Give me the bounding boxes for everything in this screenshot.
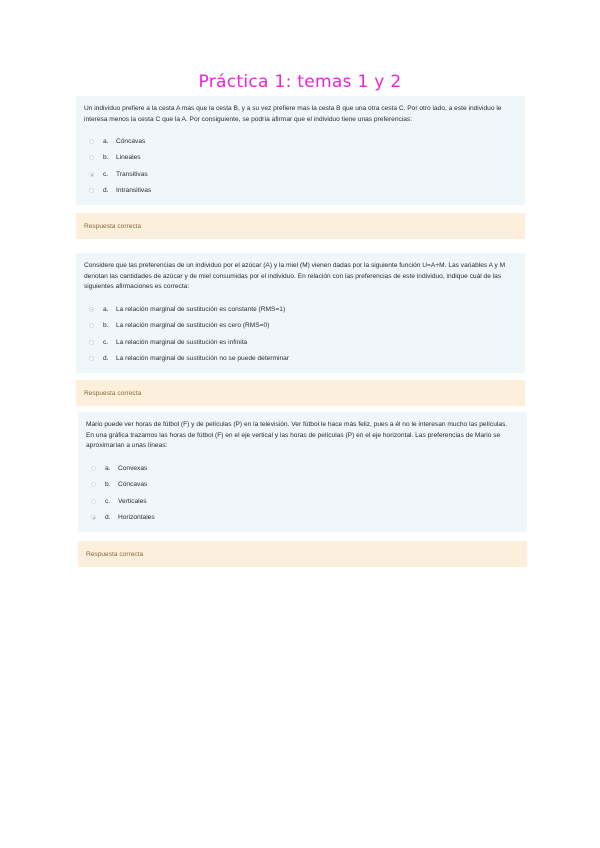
option-c[interactable] [86,493,517,510]
option-b[interactable] [84,317,515,334]
option-d[interactable] [84,183,515,200]
radio-button[interactable] [91,482,96,487]
option-label: Intransitivas [116,187,152,195]
option-label: Lineales [116,154,141,162]
option-letter: d. [105,514,111,522]
option-letter: d. [103,355,109,363]
option-label: Horizontales [118,514,155,522]
radio-button-selected[interactable] [91,515,96,520]
option-letter: c. [103,170,109,178]
question-text: Considere que las preferencias de un individuo por el azúcar (A) y la miel (M) vienen dadas por la siguiente función U=A+M. Las variables A y M denotan las cantidades de azúcar y de miel consumidas por el individuo. En relación con las preferencias de este individuo, indique cuál de las siguientes afirmaciones es correcta: [84,262,506,291]
question-1 [76,96,525,205]
option-a[interactable] [84,301,515,318]
option-letter: a. [103,137,109,145]
option-letter: b. [103,154,109,162]
option-c[interactable] [84,166,515,183]
option-b[interactable] [84,150,515,167]
question-text: Un individuo prefiere a la cesta A mas que la cesta B, y a su vez prefiere mas la cesta B que una otra cesta C. Por otro lado, a este individuo le interesa menos la cesta C que la A. Por consiguiente, se podría afirmar que el individuo tiene unas preferencias: [84,105,502,123]
option-b[interactable] [86,476,517,493]
option-label: Cóncavas [116,137,146,145]
option-d[interactable] [84,350,515,367]
radio-button[interactable] [89,356,94,361]
feedback-box: Respuesta correcta [76,213,525,239]
option-label: Convexas [118,464,148,472]
option-letter: c. [103,338,109,346]
radio-button-selected[interactable] [89,307,94,312]
option-label: La relación marginal de sustitución no se puede determinar [116,355,290,363]
option-letter: d. [103,187,109,195]
option-letter: c. [105,497,111,505]
radio-button[interactable] [89,139,94,144]
option-label: Transitivas [116,170,148,178]
radio-button[interactable] [89,340,94,345]
question-3 [78,412,527,532]
option-d[interactable] [86,509,517,526]
question-text: Mario puede ver horas de fútbol (F) y de películas (P) en la televisión. Ver fútbol le hace más feliz, pues a él no le interesan mucho las películas. En una gráfica trazamos las horas de fútbol (F) en el eje vertical y las horas de películas (P) en el eje horizontal. Las preferencias de Mario se aproximarían a unas líneas: [86,421,508,450]
radio-button[interactable] [89,155,94,160]
question-2 [76,253,525,373]
page-title: Práctica 1: temas 1 y 2 [198,72,402,92]
feedback-box: Respuesta correcta [76,380,525,406]
feedback-box: Respuesta correcta [78,541,527,567]
option-letter: b. [103,322,109,330]
radio-button[interactable] [89,323,94,328]
radio-button[interactable] [91,499,96,504]
option-letter: a. [103,305,109,313]
option-label: Verticales [118,497,147,505]
option-letter: b. [105,481,111,489]
option-label: La relación marginal de sustitución es constante (RMS=1) [116,305,286,313]
option-label: La relación marginal de sustitución es cero (RMS=0) [116,322,270,330]
option-a[interactable] [84,133,515,150]
option-c[interactable] [84,334,515,351]
radio-button[interactable] [89,188,94,193]
radio-button-selected[interactable] [89,172,94,177]
option-a[interactable] [86,460,517,477]
option-label: La relación marginal de sustitución es infinita [116,338,248,346]
option-label: Cóncavas [118,481,148,489]
radio-button[interactable] [91,466,96,471]
option-letter: a. [105,464,111,472]
